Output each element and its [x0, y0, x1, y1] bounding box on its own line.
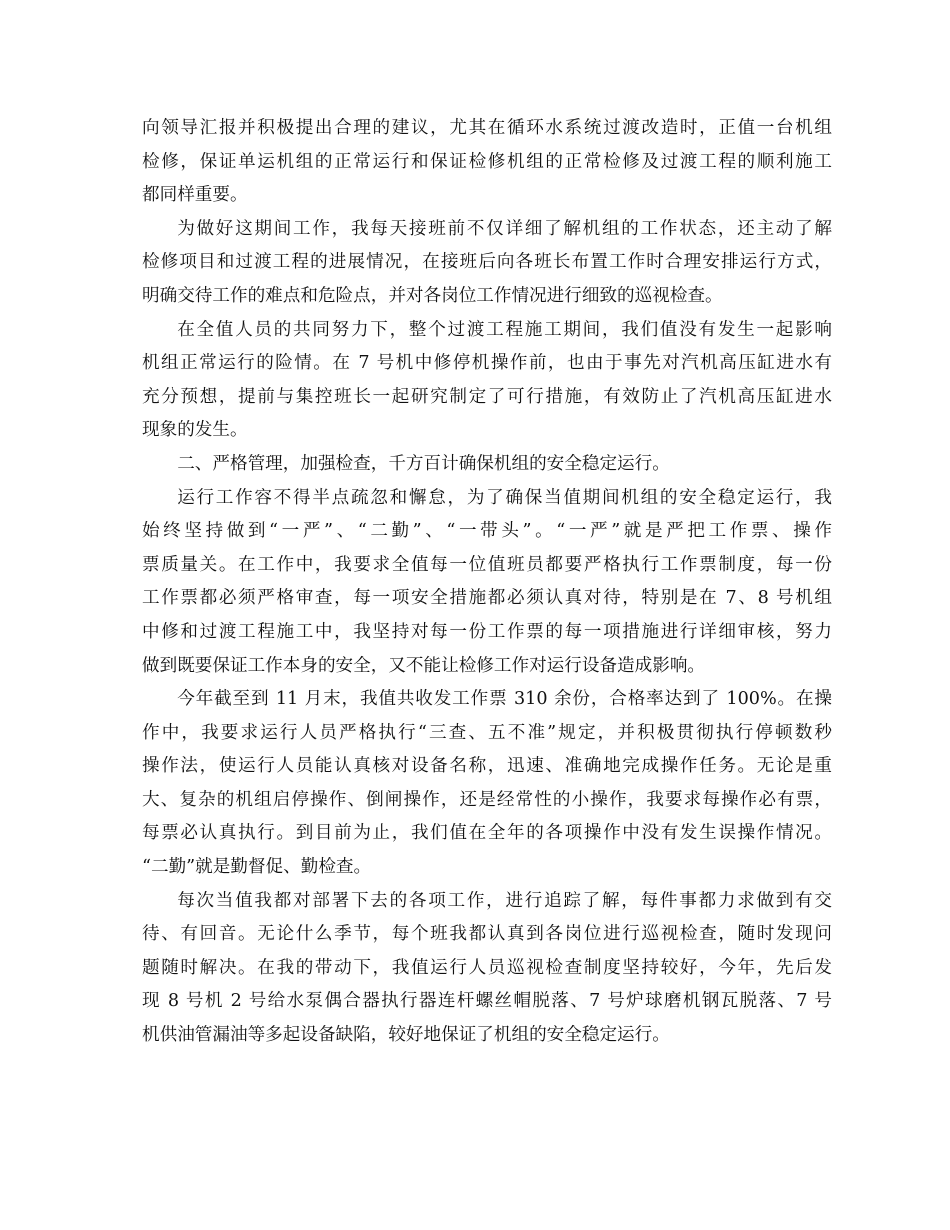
paragraph	[142, 112, 832, 213]
section-heading	[142, 448, 832, 482]
text-line: 做到既要保证工作本身的安全，又不能让检修工作对运行设备造成影响。	[142, 655, 706, 676]
text-line: 作中，我要求运行人员严格执行“三查、五不准”规定，并积极贯彻执行停顿数秒	[142, 722, 832, 743]
text-line: 票质量关。在工作中，我要求全值每一位值班员都要严格执行工作票制度，每一份	[142, 554, 832, 575]
text-line: 都同样重要。	[142, 185, 248, 206]
text-line: 工作票都必须严格审查，每一项安全措施都必须认真对待，特别是在 7、8 号机组	[142, 588, 832, 609]
text-line: 在全值人员的共同努力下，整个过渡工程施工期间，我们值没有发生一起影响	[177, 319, 832, 340]
text-line: 现 8 号机 2 号给水泵偶合器执行器连杆螺丝帽脱落、7 号炉球磨机钢瓦脱落、7 号	[142, 991, 832, 1012]
text-line: 待、有回音。无论什么季节，每个班我都认真到各岗位进行巡视检查，随时发现问	[142, 924, 832, 945]
text-line: 充分预想，提前与集控班长一起研究制定了可行措施，有效防止了汽机高压缸进水	[142, 386, 832, 407]
text-line: 机供油管漏油等多起设备缺陷，较好地保证了机组的安全稳定运行。	[142, 1025, 670, 1046]
text-line: 运行工作容不得半点疏忽和懈怠，为了确保当值期间机组的安全稳定运行，我	[177, 487, 832, 508]
paragraph	[142, 482, 832, 684]
text-line: 机组正常运行的险情。在 7 号机中修停机操作前，也由于事先对汽机高压缸进水有	[142, 353, 832, 374]
text-line: 向领导汇报并积极提出合理的建议，尤其在循环水系统过渡改造时，正值一台机组	[142, 118, 832, 138]
text-line: 题随时解决。在我的带动下，我值运行人员巡视检查制度坚持较好，今年，先后发	[142, 957, 832, 978]
text-line: 每次当值我都对部署下去的各项工作，进行追踪了解，每件事都力求做到有交	[177, 890, 832, 911]
paragraph	[142, 314, 832, 448]
text-line: 今年截至到 11 月末，我值共收发工作票 310 余份，合格率达到了 100%。在操	[177, 689, 832, 710]
text-line: 中修和过渡工程施工中，我坚持对每一份工作票的每一项措施进行详细审核，努力	[142, 621, 832, 642]
text-line: 明确交待工作的难点和危险点，并对各岗位工作情况进行细致的巡视检查。	[142, 285, 723, 306]
text-line: “二勤”就是勤督促、勤检查。	[142, 857, 372, 878]
paragraph	[142, 683, 832, 885]
text-line: 现象的发生。	[142, 420, 248, 441]
text-line: 大、复杂的机组启停操作、倒闸操作，还是经常性的小操作，我要求每操作必有票，	[142, 789, 832, 810]
document-body	[142, 112, 832, 1053]
text-line: 每票必认真执行。到目前为止，我们值在全年的各项操作中没有发生误操作情况。	[142, 823, 832, 844]
text-line: 为做好这期间工作，我每天接班前不仅详细了解机组的工作状态，还主动了解	[177, 218, 832, 239]
paragraph	[142, 213, 832, 314]
text-line: 检修，保证单运机组的正常运行和保证检修机组的正常检修及过渡工程的顺利施工	[142, 151, 832, 172]
paragraph	[142, 885, 832, 1053]
text-line: 二、严格管理，加强检查，千方百计确保机组的安全稳定运行。	[177, 453, 670, 474]
text-line: 始终坚持做到“一严”、“二勤”、“一带头”。“一严”就是严把工作票、操作	[142, 521, 832, 542]
text-line: 操作法，使运行人员能认真核对设备名称，迅速、准确地完成操作任务。无论是重	[142, 756, 832, 777]
text-line: 检修项目和过渡工程的进展情况，在接班后向各班长布置工作时合理安排运行方式，	[142, 252, 832, 273]
